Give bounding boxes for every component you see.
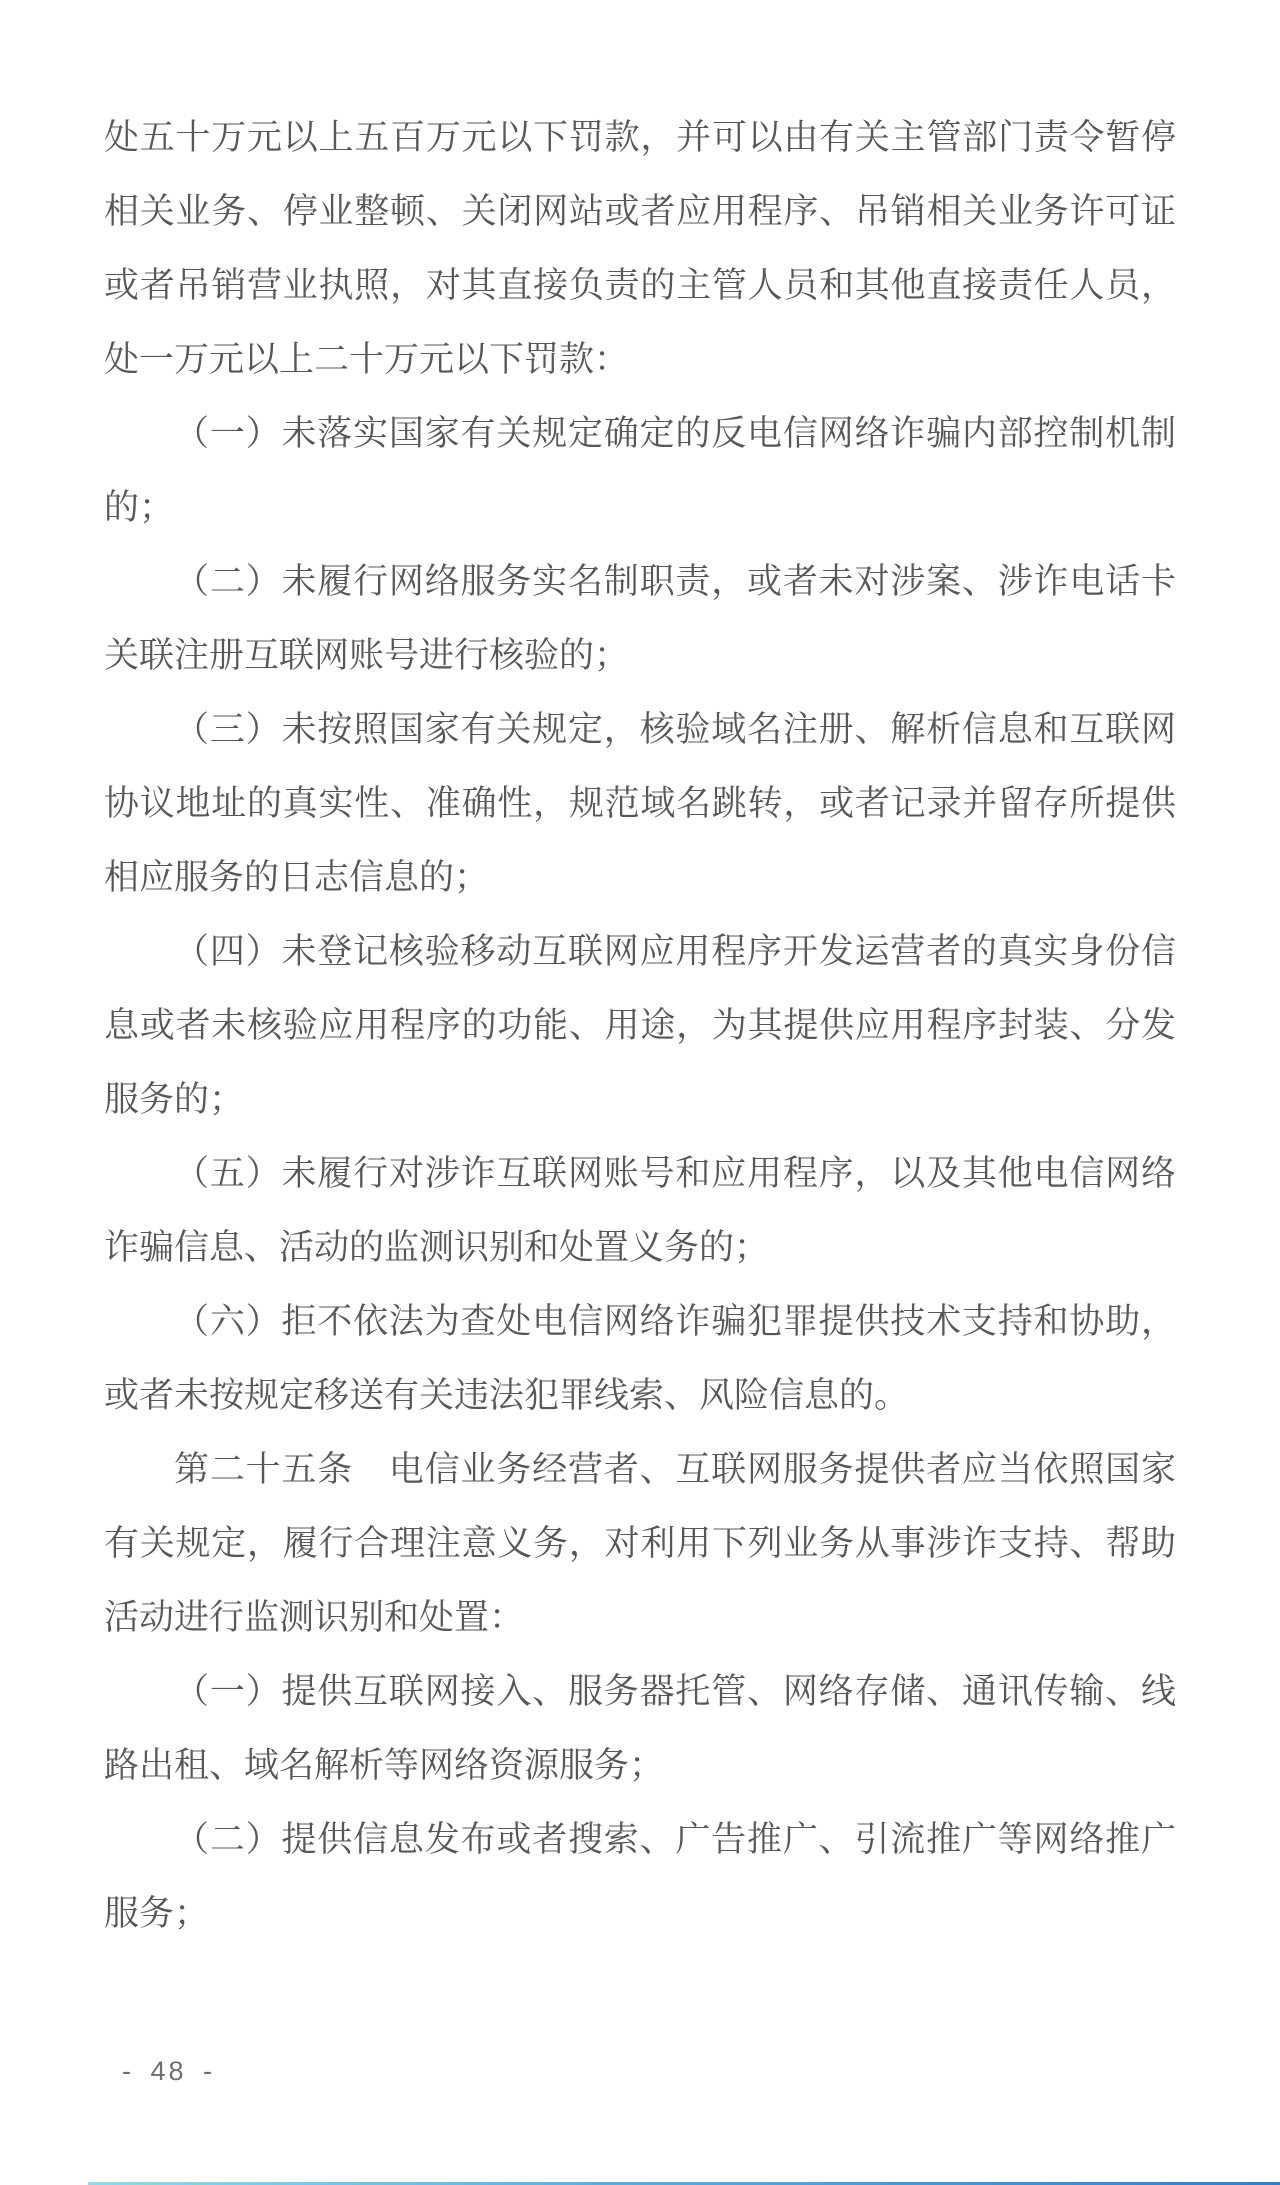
text-line: （二）未履行网络服务实名制职责，或者未对涉案、涉诈电话卡	[174, 562, 1176, 601]
text-line: 第二十五条 电信业务经营者、互联网服务提供者应当依照国家	[174, 1450, 1176, 1489]
text-line: 或者未按规定移送有关违法犯罪线索、风险信息的。	[104, 1376, 910, 1415]
text-line: 诈骗信息、活动的监测识别和处置义务的；	[104, 1228, 770, 1267]
text-line: 服务的；	[104, 1080, 245, 1119]
text-line: （一）未落实国家有关规定确定的反电信网络诈骗内部控制机制	[174, 414, 1176, 453]
text-line: （二）提供信息发布或者搜索、广告推广、引流推广等网络推广	[174, 1820, 1176, 1859]
text-line: 相关业务、停业整顿、关闭网站或者应用程序、吊销相关业务许可证	[104, 192, 1176, 231]
text-line: 有关规定，履行合理注意义务，对利用下列业务从事涉诈支持、帮助	[104, 1524, 1176, 1563]
body-text	[104, 0, 1176, 1951]
text-line: 服务；	[104, 1894, 210, 1933]
text-line: 协议地址的真实性、准确性，规范域名跳转，或者记录并留存所提供	[104, 784, 1176, 823]
text-line: （五）未履行对涉诈互联网账号和应用程序，以及其他电信网络	[174, 1154, 1176, 1193]
text-line: 息或者未核验应用程序的功能、用途，为其提供应用程序封装、分发	[104, 1006, 1176, 1045]
text-line: （六）拒不依法为查处电信网络诈骗犯罪提供技术支持和协助，	[174, 1302, 1176, 1341]
text-line: 关联注册互联网账号进行核验的；	[104, 636, 630, 675]
text-line: 处五十万元以上五百万元以下罚款，并可以由有关主管部门责令暂停	[104, 118, 1176, 157]
page-number: - 48 -	[122, 2056, 216, 2086]
text-line: 或者吊销营业执照，对其直接负责的主管人员和其他直接责任人员，	[104, 266, 1176, 305]
text-line: 处一万元以上二十万元以下罚款：	[104, 340, 630, 379]
text-line: （四）未登记核验移动互联网应用程序开发运营者的真实身份信	[174, 932, 1176, 971]
text-line: 路出租、域名解析等网络资源服务；	[104, 1746, 665, 1785]
text-line: （三）未按照国家有关规定，核验域名注册、解析信息和互联网	[174, 710, 1176, 749]
text-line: （一）提供互联网接入、服务器托管、网络存储、通讯传输、线	[174, 1672, 1176, 1711]
text-line: 相应服务的日志信息的；	[104, 858, 490, 897]
text-line: 的；	[104, 488, 175, 527]
text-line: 活动进行监测识别和处置：	[104, 1598, 525, 1637]
